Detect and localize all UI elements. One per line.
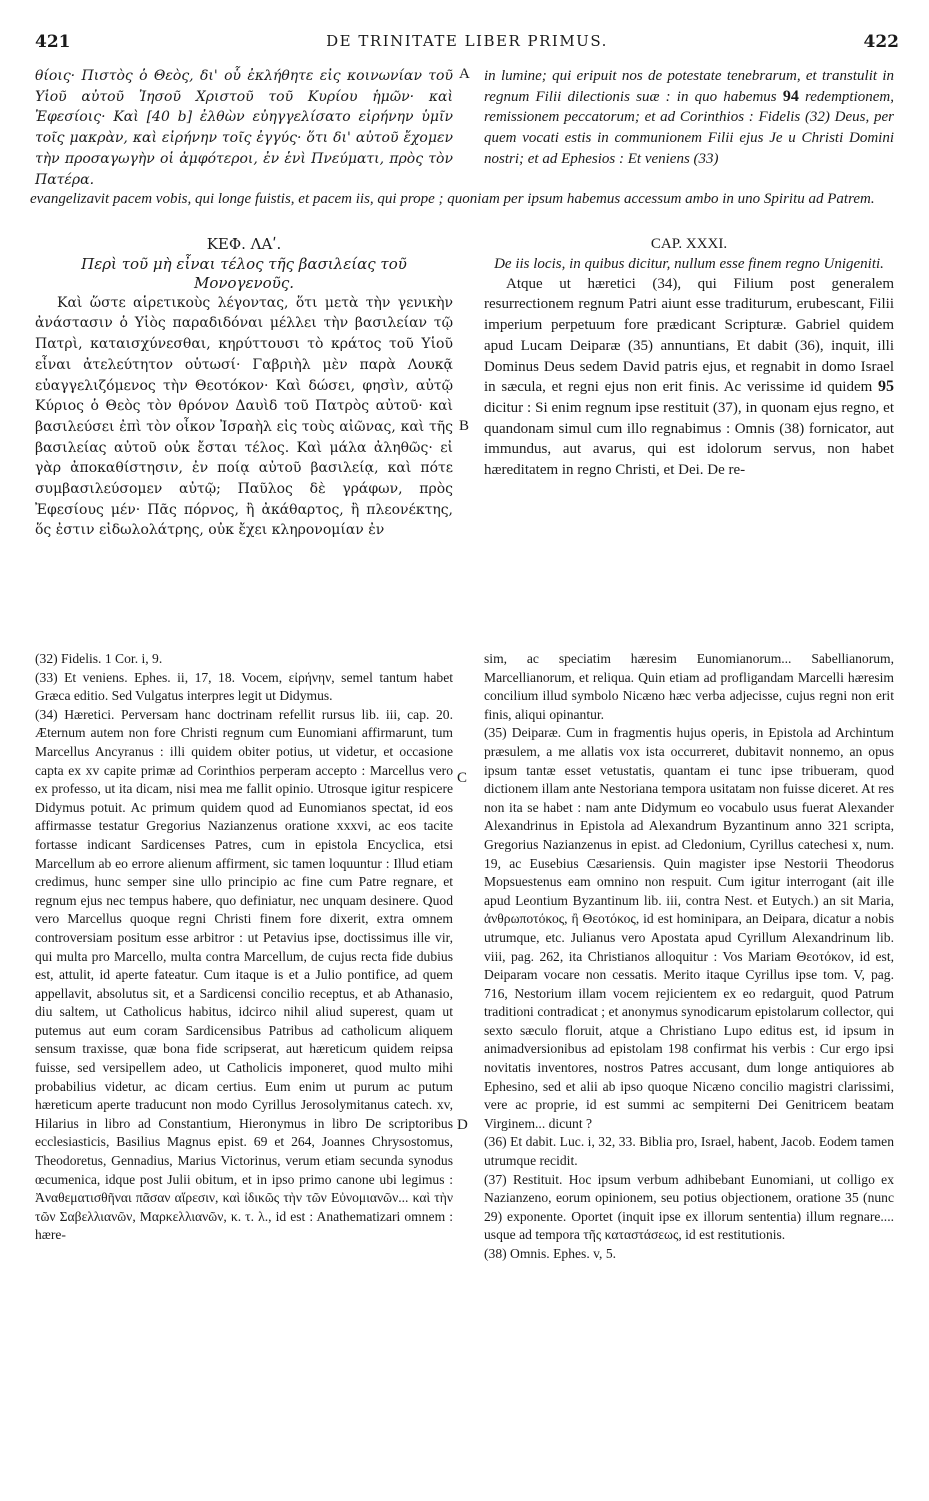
latin-text-top-part2: redemptionem, remissionem peccatorum; et ad Corinthios : Fidelis (32) Deus, per quem vocati estis in communionem Filii ejus Je u Christi Domini nostri; et ad Ephesios : Et veniens (33) xyxy=(484,88,894,167)
footnote-36: (36) Et dabit. Luc. i, 32, 33. Biblia pro, Israel, habent, Jacob. Eodem tamen utrumque recidit. xyxy=(484,1134,894,1169)
latin-chapter-body-part1: Atque ut hæretici (34), qui Filium post generalem resurrectionem regnum Patri aiunt esse traditurum, erubescant, Filii imperium perpetuum fore prædicant Scripturæ. Gabriel quidem apud Lucam Deiparæ (35) annuntians, Et dabit (36), inquit, illi Dominus Deus sedem David patris ejus, et regnabit in domo Israel in sæcula, et regni ejus non erit finis. Ac verissime id quidem xyxy=(484,275,894,396)
latin-column-top xyxy=(484,66,894,170)
page-number-right: 422 xyxy=(863,32,899,52)
latin-text-top-part1: in lumine; qui eripuit nos de potestate tenebrarum, et transtulit in regnum Filii dilectionis suæ : in quo habemus xyxy=(484,68,894,105)
greek-chapter xyxy=(35,232,453,541)
latin-chapter-heading: CAP. XXXI. xyxy=(650,236,728,252)
latin-chapter xyxy=(484,232,894,481)
footnote-32: (32) Fidelis. 1 Cor. i, 9. xyxy=(35,651,163,666)
spanning-line: evangelizavit pacem vobis, qui longe fuistis, et pacem iis, qui prope ; quoniam per ipsum habemus accessum ambo in uno Spiritu ad Patrem. xyxy=(30,191,875,207)
latin-text-top xyxy=(484,66,894,170)
footnote-37: (37) Restituit. Hoc ipsum verbum adhibebant Eunomiani, ut colligo ex Nazianzeno, eorum opinionem, seu potius objectionem, oratione 35 (nunc 29) exponente. Oportet (inquit ipse ex illorum sententia) illum regnare.... usque ad tempora τῆς καταστάσεως, id est restitutionis. xyxy=(484,1171,894,1243)
greek-chapter-body: Καὶ ὥστε αἱρετικοὺς λέγοντας, ὅτι μετὰ τὴν γενικὴν ἀνάστασιν ὁ Υἱὸς παραδιδόναι μέλλει τὴν βασιλείαν τῷ Πατρὶ, καταισχύνεσθαι, κηρύττουσι τὸ κράτος τοῦ Υἱοῦ εἶναι ἀτελεύτητον οὑτωσί· Γαβριὴλ μὲν παρὰ Λουκᾷ εὐαγγελιζόμενος τὴν Θεοτόκον· Καὶ δώσει, φησὶν, αὐτῷ Κύριος ὁ Θεὸς τὸν θρόνον Δαυὶδ τοῦ Πατρὸς αὐτοῦ· καὶ βασιλεύσει ἐπὶ τὸν οἶκον Ἰσραὴλ εἰς τοὺς αἰῶνας, καὶ τῆς βασιλείας αὐτοῦ οὐκ ἔσται τέλος. Καὶ μάλα ἀληθῶς· εἰ γὰρ ἀποκαθίστησιν, ἐν ποίᾳ αὐτοῦ βασιλείᾳ, καὶ πότε συμβασιλεύσομεν αὐτῷ; Παῦλος δὲ γράφων, πρὸς Ἐφεσίους μέν· Πᾶς πόρνος, ἢ ἀκάθαρτος, ἢ πλεονέκτης, ὅς ἐστιν εἰδωλολάτρης, οὐκ ἔχει κληρονομίαν ἐν xyxy=(35,294,453,539)
running-title: DE TRINITATE LIBER PRIMUS. xyxy=(326,32,608,50)
page-number-left: 421 xyxy=(35,32,71,52)
greek-chapter-title: Περὶ τοῦ μὴ εἶναι τέλος τῆς βασιλείας τοῦ Μονογενοῦς. xyxy=(81,254,407,292)
latin-chapter-title: De iis locis, in quibus dicitur, nullum esse finem regno Unigeniti. xyxy=(494,255,884,272)
running-header xyxy=(35,32,899,56)
footnote-34-continued: sim, ac speciatim hæresim Eunomianorum... Sabellianorum, Marcellianorum, et reliqua. Quin etiam ad profligandam Marcelli hæresim concilium illud symbolo Nicæno hæc verba adjecisse, cujus regni non erit finis, aliqui opinantur. xyxy=(484,651,894,722)
footnotes-right xyxy=(484,650,894,1264)
margin-letter-b: B xyxy=(459,418,470,434)
column-number-95: 95 xyxy=(878,378,894,396)
footnote-33: (33) Et veniens. Ephes. ii, 17, 18. Vocem, εἰρήνην, semel tantum habet Græca editio. Sed Vulgatus interpres legit ut Didymus. xyxy=(35,669,453,704)
footnotes-left xyxy=(35,650,453,1245)
footnote-38: (38) Omnis. Ephes. v, 5. xyxy=(484,1246,617,1261)
footnote-34: (34) Hæretici. Perversam hanc doctrinam refellit rursus lib. iii, cap. 20. Æternum autem non fore Christi regnum cum Eunomiani affirmarunt, tum Marcellus Ancyranus : illi quidem obiter potius, ut videtur, et occasione capta ex xv capite primæ ad Corinthios perperam accepto : Marcellus vero ex professo, ut ita dicam, nisi mea me fallit opinio. Utrosque igitur respicere Didymus potuit. Ac primum quidem quod ad Eunomianos spectat, id eos affirmasse testatur Gregorius Nazianzenus oratione xxxvi, ac eos tacite fortasse indicant Sardicenses Patres, cum in epistola Encyclica, etsi Marcellum ab eo errore alienum affirment, sic tamen loquuntur : Illud etiam credimus, hunc semper sine ullo principio ac fine cum Patre regnare, et regnum ejus nec tempus habere, quo definiatur, nec unquam desinere. Quod vero Marcellus quoque regni Christi finem fore dixerit, extra omnem controversiam positum esse arbitror : ut Petavius ipse, doctissimus ille vir, qui multa pro Marcello, multa contra Marcellum, de cujus recta fide dubius est, attulit, id aperte fateatur. Cum itaque is et a Julio pontifice, ad quem appellavit, absolutus sit, et a Sardicensi concilio receptus, et ab Athanasio, diu saltem, ut Catholicus habitus, idcirco nihil aliud superest, quam ut putemus aut eum coram Sardicensibus Patribus ad catholicum aliquem sensum traxisse, quæ bona fide scripserat, aut hæreticum quidem reipsa fuisse, sed versipellem adeo, ut Catholicis imponeret, quod multo mihi probabilius videtur, ac dicam certius. Eum enim ut purum ac putum hæreticum aperte traducunt non modo Cyrillus Jerosolymitanus catech. xv, Hilarius in libro ad Constantium, Hieronymus in libro De scriptoribus ecclesiasticis, Basilius Magnus epist. 69 et 264, Joannes Chrysostomus, Theodoretus, Gennadius, Marius Victorinus, verum etiam secunda synodus œcumenica, idque post Julii obitum, et in ipso primo canone ubi legimus : Ἀναθεματισθῆναι πᾶσαν αἵρεσιν, καὶ ἰδικῶς τὴν τῶν Εὐνομιανῶν... καὶ τὴν τῶν Σαβελλιανῶν, Μαρκελλιανῶν, κ. τ. λ., id est : Anathematizari omnem : hære- xyxy=(35,706,453,1243)
column-number-94: 94 xyxy=(782,87,799,105)
margin-letter-a: A xyxy=(459,66,470,82)
latin-chapter-body xyxy=(484,274,894,481)
greek-chapter-heading: ΚΕΦ. ΛΑʹ. xyxy=(206,235,282,253)
greek-column-top xyxy=(35,66,453,190)
footnote-35: (35) Deiparæ. Cum in fragmentis hujus operis, in Epistola ad Archintum præsulem, a me allatis vox ista occurreret, dubitavit nonnemo, an opus ipsum tantæ esset vetustatis, quantam ei tunc ipse tribueram, quod dictionem illam ante Nestoriana tempora usitatam non fuisse diceret. At res non ita se habet : nam ante Didymum eo vocabulo usus fuerat Alexander Alexandrinus in Epistola ad Alexandrum Byzantinum anno 321 scripta, Gregorius Nazianzenus in epist. ad Cledonium, Cyrillus catechesi x, num. 19, ac Eusebius Cæsariensis. Quin magister ipse Nestorii Theodorus Mopsuestenus eam omnino non respuit. Cum igitur interrogant (ait ille apud Leontium Byzantinum lib. iii, contra Nest. et Eutych.) an sit Maria, ἀνθρωποτόκος, ἢ Θεοτόκος, id est hominipara, an Deipara, dicatur a nobis utrumque, etc. Julianus vero Apostata apud Cyrillum Alexandrinum lib. viii, pag. 262, ita Christianos alloquitur : Vos Mariam Θεοτόκον, id est, Deiparam vocare non cessatis. Merito itaque Cyrillus ipse tom. V, pag. 716, Nestorium illam vocem rejicientem ex eo redarguit, quod Patrum traditioni contradicat ; et anonymus synodicarum epistolarum collector, qui sexto sæculo floruit, atque a Christiano Lupo editus est, id ipsum in animadversionibus ad epistolam 198 confirmat his verbis : Cur ergo ipsi novitatis inventores, nostros Patres accusant, dum longe antiquiores ab Ephesino, sed et alii ab ipso quoque Nicæno concilio magistri clarissimi, vere ac proprie, id est summi ac sempiterni Dei Genitricem beatam Virginem... dicunt ? xyxy=(484,725,894,1131)
greek-text-top: θίοις· Πιστὸς ὁ Θεὸς, δι' οὗ ἐκλήθητε εἰς κοινωνίαν τοῦ Υἱοῦ αὐτοῦ Ἰησοῦ Χριστοῦ τοῦ Κυρίου ἡμῶν· καὶ Ἐφεσίοις· Καὶ [40 b] ἐλθὼν εὐηγγελίσατο εἰρήνην ὑμῖν τοῖς μακρὰν, καὶ εἰρήνην τοῖς ἐγγύς· ὅτι δι' αὐτοῦ ἔχομεν τὴν προσαγωγὴν οἱ ἀμφότεροι, ἐν ἑνὶ Πνεύματι, πρὸς τὸν Πατέρα. xyxy=(35,68,453,188)
margin-letter-d: D xyxy=(457,1117,468,1133)
latin-chapter-body-part2: dicitur : Si enim regnum ipse restituit (37), in quonam ejus regno, et quandonam simul cum illo regnabimus : Omnis (38) fornicator, aut immundus, aut avarus, qui est idolorum servus, non habet hæreditatem in regno Christi, et Dei. De re- xyxy=(484,399,894,479)
margin-letter-c: C xyxy=(457,770,468,786)
